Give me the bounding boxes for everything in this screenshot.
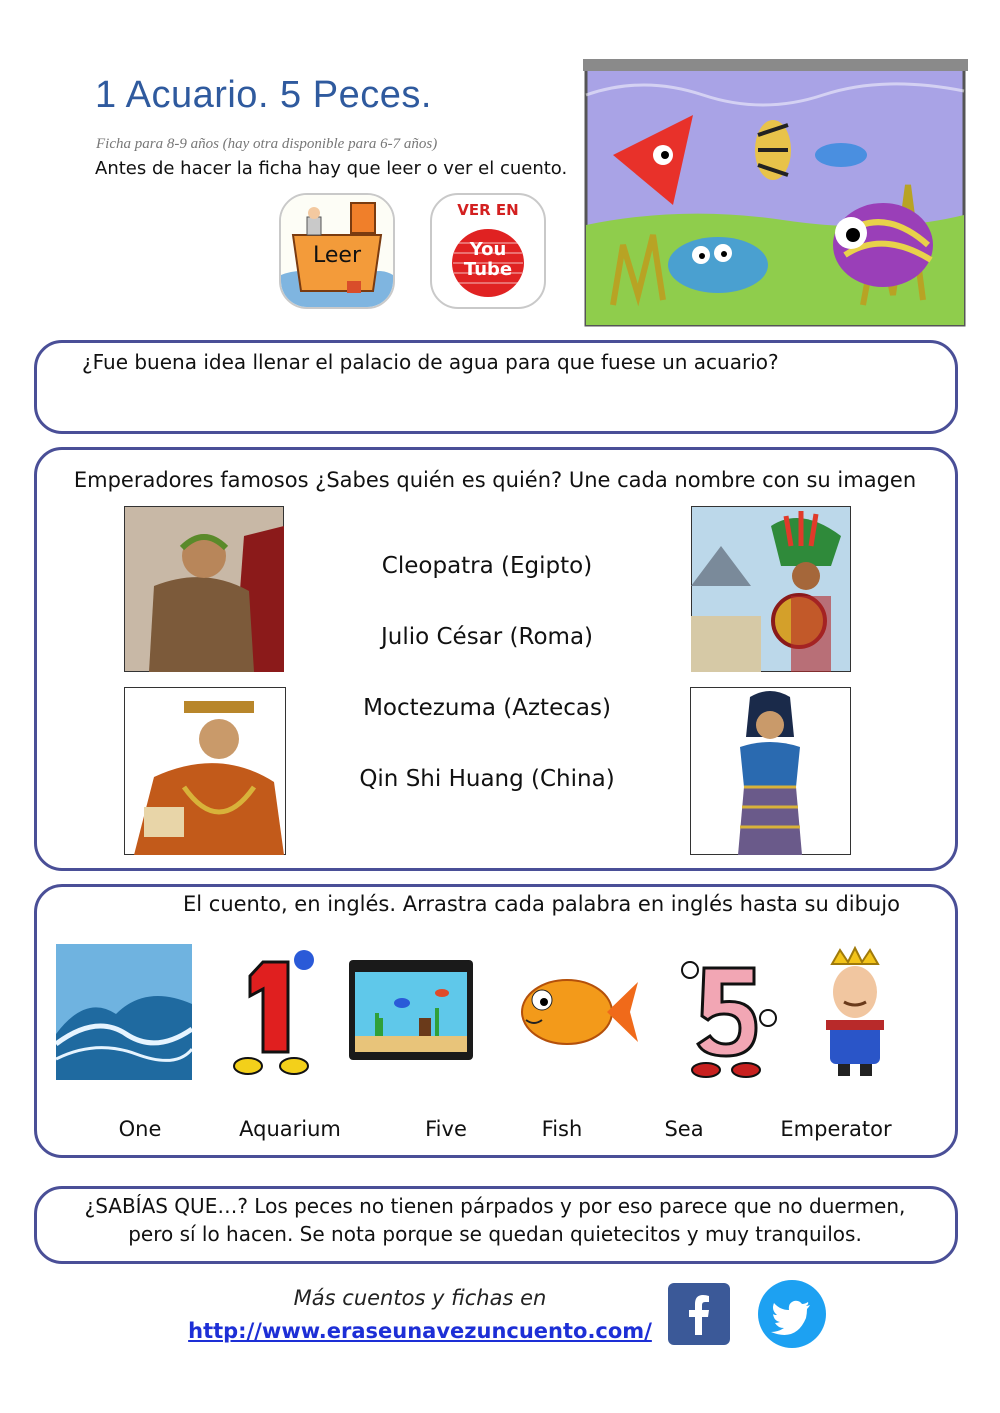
- video-you-label: You: [469, 239, 507, 260]
- word-aquarium[interactable]: Aquarium: [239, 1117, 341, 1141]
- twitter-icon: [758, 1280, 826, 1348]
- twitter-button[interactable]: [758, 1280, 826, 1348]
- qin-shi-huang-image[interactable]: [124, 687, 286, 855]
- intro-text: Antes de hacer la ficha hay que leer o ver el cuento.: [95, 158, 568, 179]
- question-text: ¿Fue buena idea llenar el palacio de agua para que fuese un acuario?: [82, 350, 779, 374]
- facebook-icon: [668, 1283, 730, 1345]
- age-note: Ficha para 8-9 años (hay otra disponible para 6-7 años): [96, 136, 438, 152]
- name-julio-cesar[interactable]: Julio César (Roma): [380, 624, 594, 650]
- number-one-image: [228, 944, 318, 1080]
- word-sea[interactable]: Sea: [664, 1117, 704, 1141]
- name-cleopatra[interactable]: Cleopatra (Egipto): [381, 553, 593, 579]
- english-instruction: El cuento, en inglés. Arrastra cada palabra en inglés hasta su dibujo: [183, 892, 900, 916]
- emperors-instruction: Emperadores famosos ¿Sabes quién es quién? Une cada nombre con su imagen: [73, 468, 917, 492]
- footer-text: Más cuentos y fichas en: [293, 1286, 547, 1310]
- website-link[interactable]: http://www.eraseunavezuncuento.com/: [188, 1319, 652, 1343]
- video-tube-label: Tube: [463, 259, 513, 280]
- aquarium-image: [347, 958, 475, 1062]
- video-top-label: VER EN: [457, 201, 519, 219]
- watch-video-button[interactable]: [430, 193, 546, 309]
- read-label: Leer: [313, 243, 361, 268]
- name-qin-shi-huang[interactable]: Qin Shi Huang (China): [359, 766, 615, 792]
- fact-line-1: ¿SABÍAS QUE…? Los peces no tienen párpados y por eso parece que no duermen,: [84, 1194, 906, 1218]
- word-one[interactable]: One: [118, 1117, 162, 1141]
- page-title: 1 Acuario. 5 Peces.: [95, 74, 432, 116]
- aquarium-illustration: [583, 55, 968, 327]
- word-fish[interactable]: Fish: [541, 1117, 583, 1141]
- word-five[interactable]: Five: [425, 1117, 467, 1141]
- sea-image: [56, 944, 192, 1080]
- facebook-button[interactable]: [668, 1283, 730, 1345]
- fact-line-2: pero sí lo hacen. Se nota porque se quedan quietecitos y muy tranquilos.: [128, 1222, 862, 1246]
- emperor-image: [818, 944, 892, 1078]
- name-moctezuma[interactable]: Moctezuma (Aztecas): [363, 695, 611, 721]
- moctezuma-image[interactable]: [691, 506, 851, 672]
- julio-cesar-image[interactable]: [124, 506, 284, 672]
- number-five-image: [676, 948, 780, 1080]
- word-emperator[interactable]: Emperator: [780, 1117, 892, 1141]
- cleopatra-image[interactable]: [690, 687, 851, 855]
- read-story-button[interactable]: [279, 193, 395, 309]
- fish-image: [512, 960, 640, 1060]
